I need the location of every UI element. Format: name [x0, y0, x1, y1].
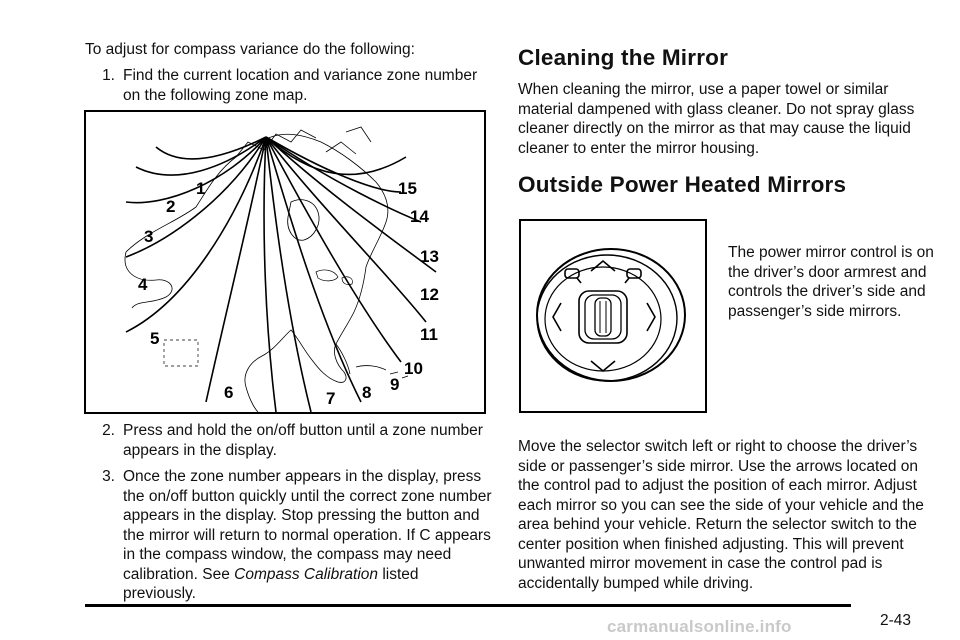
right-mirror-icon: [625, 269, 641, 283]
mirror-control-svg: [521, 221, 705, 411]
caribbean: [356, 366, 408, 378]
zone-label-10: 10: [404, 359, 423, 378]
step-text-part: Once the zone number appears in the display, press the on/off button quickly until the correct zone number appears in the display. Stop pressing the button and the mirror will return to normal operation. If C appears in the compass window, the compass may need calibration. See: [123, 468, 492, 583]
great-lakes: [316, 270, 352, 285]
zone-label-12: 12: [420, 285, 439, 304]
mirror-control-figure: [519, 219, 707, 413]
zone-map-figure: [84, 110, 486, 414]
step-text-part: listed previously.: [123, 565, 419, 602]
cross-reference: Compass Calibration: [234, 565, 379, 583]
zone-label-6: 6: [224, 383, 234, 402]
mirror-control-description: The power mirror control is on the driver’s door armrest and controls the driver’s side and passenger’s side mirrors.: [728, 244, 934, 320]
arrow-left-icon: [553, 303, 561, 331]
step-number: 2.: [102, 422, 115, 439]
left-mirror-icon: [565, 269, 581, 283]
zone-label-9: 9: [390, 375, 400, 394]
step-1: [85, 66, 495, 105]
step-text: Find the current location and variance zone number on the following zone map.: [123, 67, 478, 104]
step-text: [123, 467, 495, 604]
zone-label-14: 14: [410, 207, 429, 226]
selector-switch: [579, 291, 627, 343]
watermark: carmanualsonline.info: [607, 617, 792, 636]
zone-label-3: 3: [144, 227, 154, 246]
zone-lines: [126, 137, 436, 412]
step-2: [85, 421, 495, 460]
zone-label-13: 13: [420, 247, 439, 266]
cleaning-heading: Cleaning the Mirror: [518, 45, 729, 70]
cleaning-body: When cleaning the mirror, use a paper towel or similar material dampened with glass cleaner. Do not spray glass cleaner directly on the mirror as that may cause the liquid cleaner to enter the mirror housing.: [518, 81, 915, 157]
footer-divider: [85, 604, 851, 607]
arrow-up-icon: [591, 261, 615, 271]
page-number: 2-43: [880, 612, 912, 629]
zone-label-8: 8: [362, 383, 372, 402]
zone-label-11: 11: [420, 325, 438, 344]
hawaii-inset: [164, 340, 198, 366]
zone-label-4: 4: [138, 275, 148, 294]
zone-label-7: 7: [326, 389, 336, 408]
zone-label-1: 1: [196, 179, 206, 198]
florida: [336, 344, 350, 374]
zone-label-15: 15: [398, 179, 417, 198]
arrow-right-icon: [647, 303, 655, 331]
zone-label-5: 5: [150, 329, 160, 348]
zone-map-svg: [86, 112, 484, 412]
mirror-adjust-instructions: Move the selector switch left or right to choose the driver’s side or passenger’s side mirror. Use the arrows located on the control pad to adjust the position of each mirror. Adjust each mirror so you can see the side of your vehicle and the area behind your vehicle. Return the selector switch to the center position when finished adjusting. This will prevent unwanted mirror movement in case the control pad is accidentally bumped while driving.: [518, 438, 924, 592]
arrow-down-icon: [591, 361, 615, 371]
intro-text: To adjust for compass variance do the following:: [85, 41, 415, 58]
step-number: 3.: [102, 468, 115, 485]
step-number: 1.: [102, 67, 115, 84]
zone-label-2: 2: [166, 197, 176, 216]
step-3: [85, 467, 495, 604]
alaska-coast: [125, 252, 172, 308]
step-text: Press and hold the on/off button until a zone number appears in the display.: [123, 422, 483, 459]
outside-mirrors-heading: Outside Power Heated Mirrors: [518, 172, 847, 197]
